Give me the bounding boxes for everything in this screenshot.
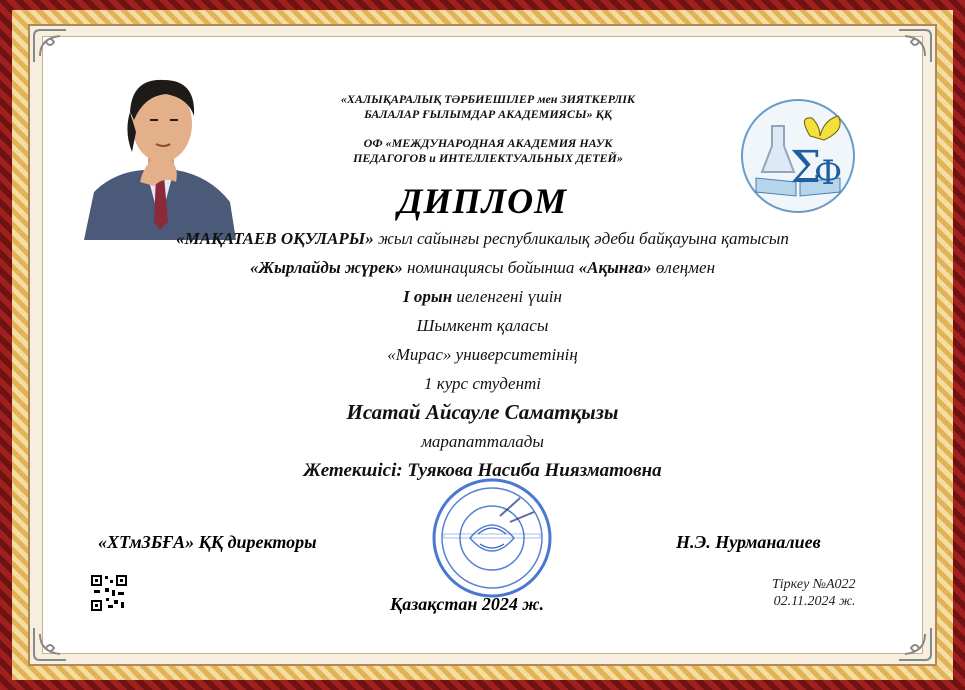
academy-header <box>220 92 756 166</box>
awarded-line: марапатталады <box>421 432 544 451</box>
city-year: Қазақстан 2024 ж. <box>390 594 544 614</box>
nomination-work: «Ақынға» <box>578 258 652 277</box>
signer-name: Н.Э. Нурманалиев <box>676 532 821 552</box>
registration-info <box>772 576 856 610</box>
qr-code <box>90 574 128 612</box>
corner-ornament-icon <box>895 624 935 664</box>
registration-date: 02.11.2024 ж. <box>773 594 856 609</box>
academy-name-kk-line1: «ХАЛЫҚАРАЛЫҚ ТӘРБИЕШІЛЕР мен ЗИЯТКЕРЛІК <box>340 92 636 106</box>
nomination-name: «Жырлайды жүрек» <box>249 258 403 277</box>
svg-text:Σ: Σ <box>790 142 822 193</box>
academy-name-ru-line2: ПЕДАГОГОВ и ИНТЕЛЛЕКТУАЛЬНЫХ ДЕТЕЙ» <box>353 151 623 165</box>
place-line <box>60 282 905 311</box>
mentor-line: Жетекшісі: Туякова Насиба Ниязматовна <box>303 460 662 481</box>
nomination-end: өлеңмен <box>651 258 716 277</box>
city-line: Шымкент қаласы <box>416 316 549 335</box>
nomination-mid: номинациясы бойынша <box>402 258 579 277</box>
registration-number: Тіркеу №A022 <box>772 577 856 592</box>
course-line: 1 курс студенті <box>424 374 541 393</box>
place: І орын <box>403 287 453 306</box>
official-seal-stamp <box>430 476 554 600</box>
contest-name: «МАҚАТАЕВ ОҚУЛАРЫ» <box>176 229 374 248</box>
corner-ornament-icon <box>30 26 70 66</box>
academy-name-kk-line2: БАЛАЛАР ҒЫЛЫМДАР АКАДЕМИЯСЫ» ҚҚ <box>364 107 612 121</box>
corner-ornament-icon <box>895 26 935 66</box>
recipient-name: Исатай Айсауле Саматқызы <box>346 400 619 424</box>
corner-ornament-icon <box>30 624 70 664</box>
university-line: «Мирас» университетінің <box>387 345 578 364</box>
nomination-line <box>60 253 905 282</box>
diploma-title: ДИПЛОМ <box>397 181 568 221</box>
diploma-body <box>60 224 905 485</box>
director-title: «ХТмЗБҒА» ҚҚ директоры <box>98 532 317 552</box>
svg-text:Ф: Ф <box>814 153 843 193</box>
contest-line <box>60 224 905 253</box>
place-suffix: иеленгені үшін <box>452 287 562 306</box>
academy-name-ru-line1: ОФ «МЕЖДУНАРОДНАЯ АКАДЕМИЯ НАУК <box>363 136 613 150</box>
contest-description: жыл сайынғы республикалық әдеби байқауына қатысып <box>373 229 789 248</box>
